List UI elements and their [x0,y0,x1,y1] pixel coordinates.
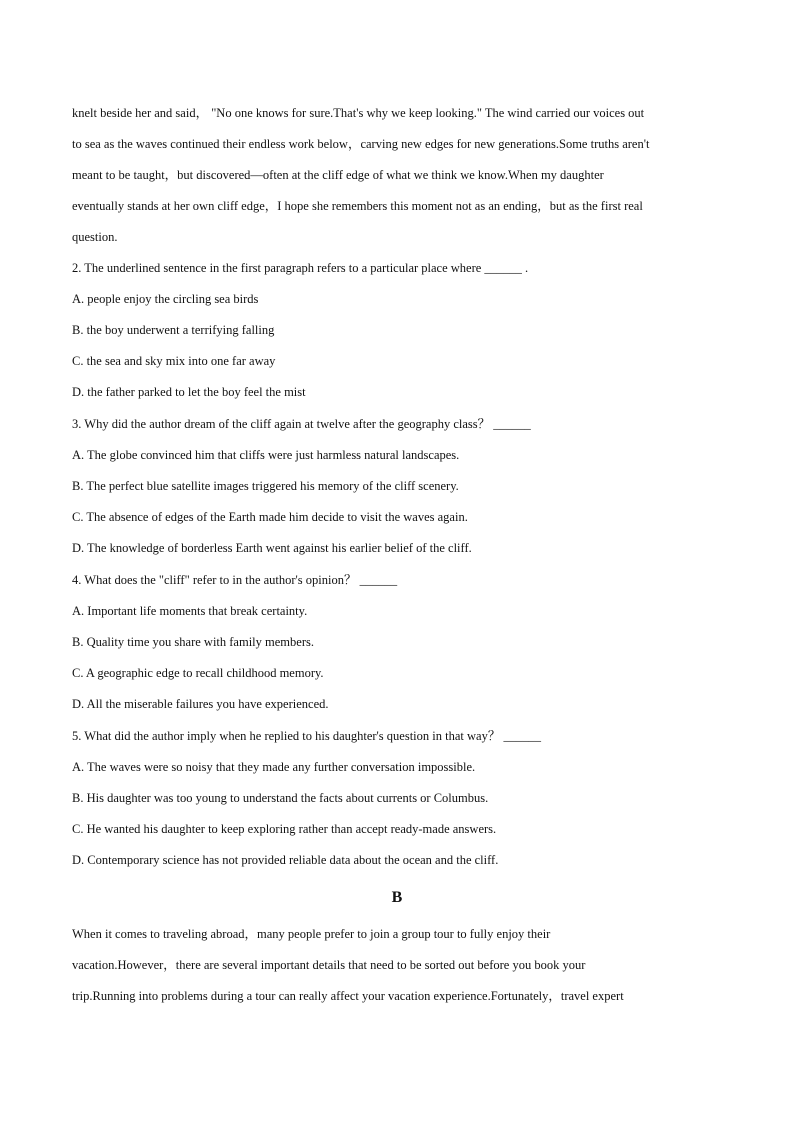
option-d: D. The knowledge of borderless Earth went against his earlier belief of the cliff. [72,541,472,555]
question-stem: 4. What does the "cliff" refer to in the author's opinion？ ______ [72,573,398,587]
option-a: A. Important life moments that break certainty. [72,604,308,618]
option-c: C. A geographic edge to recall childhood memory. [72,666,324,680]
option-a: A. The globe convinced him that cliffs were just harmless natural landscapes. [72,448,460,462]
option-c: C. the sea and sky mix into one far away [72,354,276,368]
passage-line: eventually stands at her own cliff edge，I hope she remembers this moment not as an ending，but as the first real [72,199,643,213]
option-d: D. All the miserable failures you have experienced. [72,697,329,711]
passage-line: question. [72,230,118,244]
section-heading: B [391,889,403,906]
question-stem: 2. The underlined sentence in the first paragraph refers to a particular place where ______ . [72,261,529,275]
option-b: B. His daughter was too young to understand the facts about currents or Columbus. [72,791,489,805]
option-d: D. Contemporary science has not provided reliable data about the ocean and the cliff. [72,853,499,867]
passage-line: vacation.However，there are several important details that need to be sorted out before you book your [72,958,586,972]
option-a: A. people enjoy the circling sea birds [72,292,259,306]
passage-line: When it comes to traveling abroad，many people prefer to join a group tour to fully enjoy their [72,927,551,941]
option-a: A. The waves were so noisy that they made any further conversation impossible. [72,760,476,774]
option-d: D. the father parked to let the boy feel the mist [72,385,306,399]
option-b: B. The perfect blue satellite images triggered his memory of the cliff scenery. [72,479,459,493]
option-b: B. Quality time you share with family members. [72,635,314,649]
option-b: B. the boy underwent a terrifying falling [72,323,275,337]
option-c: C. The absence of edges of the Earth made him decide to visit the waves again. [72,510,468,524]
passage-line: knelt beside her and said， "No one knows for sure.That's why we keep looking." The wind carried our voices out [72,106,645,120]
question-stem: 5. What did the author imply when he replied to his daughter's question in that way？ ______ [72,729,541,743]
passage-line: to sea as the waves continued their endless work below，carving new edges for new generations.Some truths aren't [72,137,650,151]
question-stem: 3. Why did the author dream of the cliff again at twelve after the geography class？ ______ [72,417,531,431]
passage-line: trip.Running into problems during a tour can really affect your vacation experience.Fortunately，travel expert [72,989,624,1003]
option-c: C. He wanted his daughter to keep exploring rather than accept ready-made answers. [72,822,497,836]
passage-line: meant to be taught，but discovered—often at the cliff edge of what we think we know.When my daughter [72,168,604,182]
